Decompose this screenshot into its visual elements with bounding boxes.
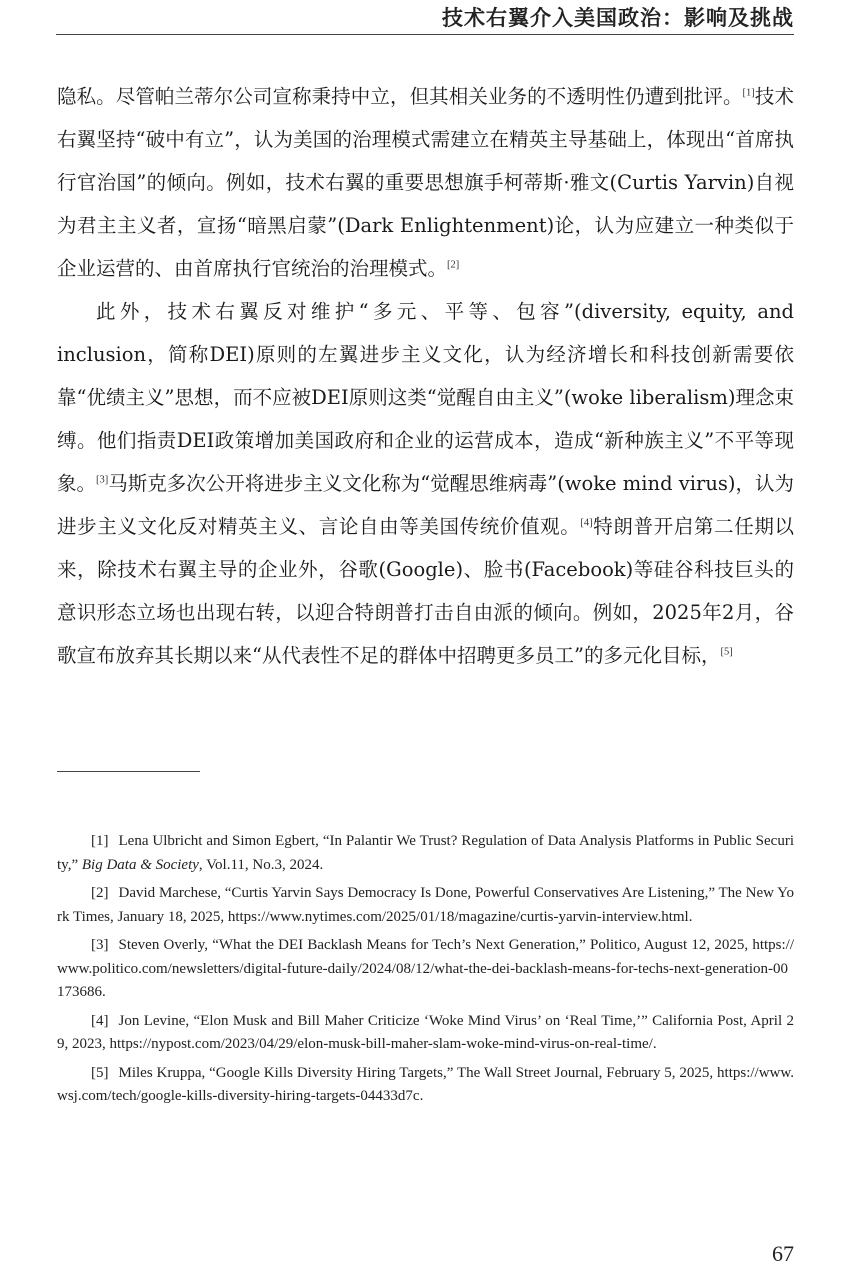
footnote-ref-3[interactable]: [3] [96,474,109,486]
journal-title: Big Data & Society [81,856,199,873]
paragraph-1-sentence-2: 技术右翼坚持“破中有立”，认为美国的治理模式需建立在精英主导基础上，体现出“首席执行官治国”的倾向。例如，技术右翼的重要思想旗手柯蒂斯·雅文(Curtis Yarvin)自视为君主主义者，宣扬“暗黑启蒙”(Dark Enlightenment)论，认为应建立一种类似于企业运营的、由首席执行官统治的治理模式。 [57,85,794,280]
paragraph-2 [57,290,794,677]
footnote-1 [57,830,794,877]
footnote-4 [57,1010,794,1057]
footnote-3 [57,934,794,1005]
paragraph-1 [57,75,794,290]
footnote-text: Miles Kruppa, “Google Kills Diversity Hiring Targets,” The Wall Street Journal, February 5, 2025, https://www.wsj.com/tech/google-kills-diversity-hiring-targets-04433d7c. [57,1064,794,1104]
footnote-number: [1] [91,833,109,849]
paragraph-2-sentence-2: 马斯克多次公开将进步主义文化称为“觉醒思维病毒”(woke mind virus)，认为进步主义文化反对精英主义、言论自由等美国传统价值观。 [57,472,795,538]
page-number: 67 [772,1241,794,1266]
footnote-text: Jon Levine, “Elon Musk and Bill Maher Criticize ‘Woke Mind Virus’ on ‘Real Time,’” California Post, April 29, 2023, https://nypost.com/2023/04/29/elon-musk-bill-maher-slam-woke-mind-virus-on-real-time/. [57,1012,794,1052]
paragraph-2-sentence-3: 特朗普开启第二任期以来，除技术右翼主导的企业外，谷歌(Google)、脸书(Facebook)等硅谷科技巨头的意识形态立场也出现右转，以迎合特朗普打击自由派的倾向。例如，2025年2月，谷歌宣布放弃其长期以来“从代表性不足的群体中招聘更多员工”的多元化目标， [57,515,794,667]
paragraph-2-sentence-1: 此外，技术右翼反对维护“多元、平等、包容”(diversity, equity, and inclusion，简称DEI)原则的左翼进步主义文化，认为经济增长和科技创新需要依靠“优绩主义”思想，而不应被DEI原则这类“觉醒自由主义”(woke liberalism)理念束缚。他们指责DEI政策增加美国政府和企业的运营成本，造成“新种族主义”不平等现象。 [57,300,794,495]
footnotes [57,830,794,1114]
footnote-text: Lena Ulbricht and Simon Egbert, “In Palantir We Trust? Regulation of Data Analysis Platforms in Public Security,” [57,833,794,873]
footnote-ref-2[interactable]: [2] [447,259,460,271]
footnote-5 [57,1062,794,1109]
footnote-text: Steven Overly, “What the DEI Backlash Means for Tech’s Next Generation,” Politico, August 12, 2025, https://www.politico.com/newsletters/digital-future-daily/2024/08/12/what-the-dei-backlash-means-for-techs-next-generation-00173686. [57,937,794,1000]
running-header-title: 技术右翼介入美国政治：影响及挑战 [442,6,794,30]
footnote-2 [57,882,794,929]
running-header [56,0,794,35]
footnote-number: [5] [91,1064,109,1081]
footnote-text: David Marchese, “Curtis Yarvin Says Democracy Is Done, Powerful Conservatives Are Listening,” The New York Times, January 18, 2025, https://www.nytimes.com/2025/01/18/magazine/curtis-yarvin-interview.html. [57,885,794,925]
paragraph-1-sentence-1: 隐私。尽管帕兰蒂尔公司宣称秉持中立，但其相关业务的不透明性仍遭到批评。 [57,85,743,108]
footnote-ref-4[interactable]: [4] [580,517,593,529]
footnote-divider [57,771,200,772]
body-text [57,75,794,677]
footnote-ref-5[interactable]: [5] [720,646,733,658]
footnote-number: [4] [91,1012,109,1029]
footnote-ref-1[interactable]: [1] [742,87,755,99]
footnote-number: [3] [91,937,109,953]
footnote-number: [2] [91,885,109,901]
footnote-text-end: , Vol.11, No.3, 2024. [198,856,324,873]
